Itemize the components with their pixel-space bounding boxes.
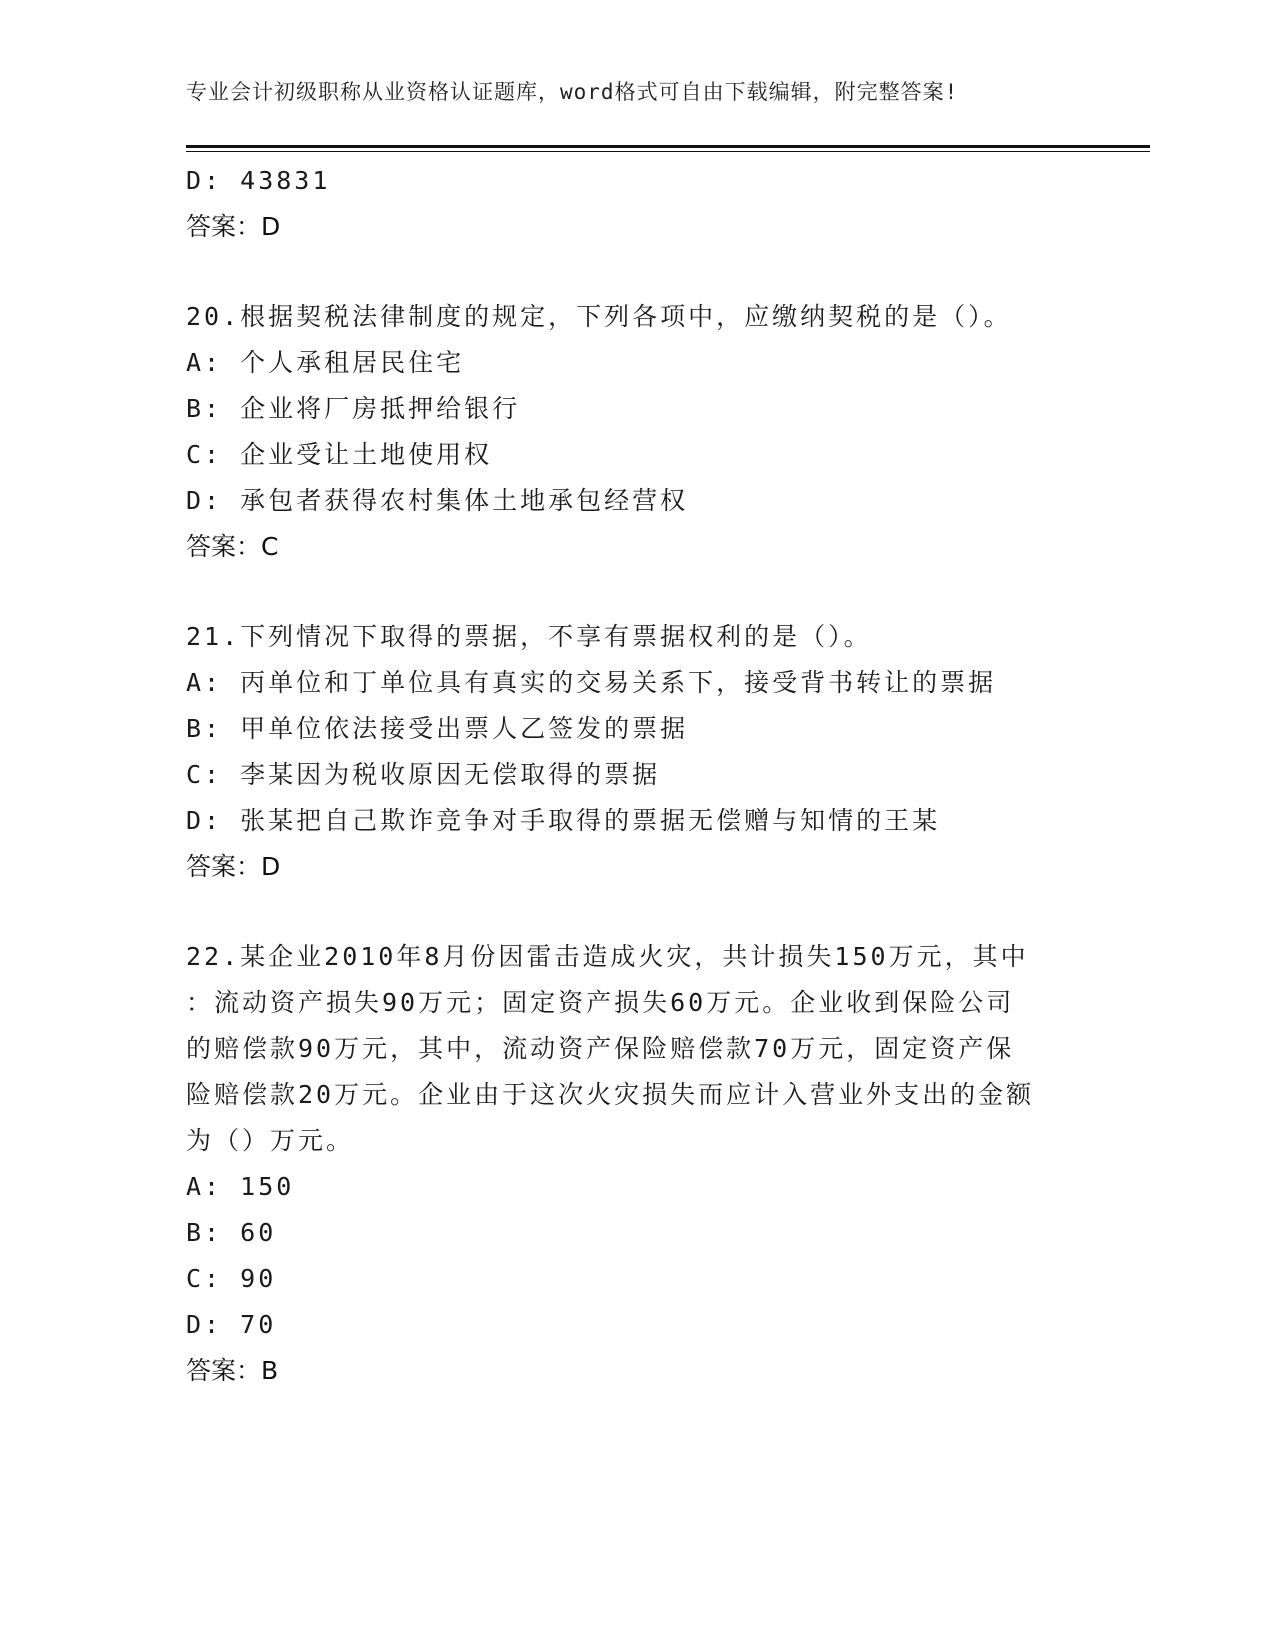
option-d: D: 70: [186, 1310, 277, 1339]
question-gap: [186, 250, 1086, 294]
header-divider-thick: [186, 145, 1150, 148]
option-d: D: 张某把自己欺诈竞争对手取得的票据无偿赠与知情的王某: [186, 806, 941, 835]
header-divider-thin: [186, 151, 1150, 152]
question-stem-line: 的赔偿款90万元，其中，流动资产保险赔偿款70万元，固定资产保: [186, 1034, 1015, 1063]
option-d: D: 承包者获得农村集体土地承包经营权: [186, 486, 689, 515]
question-stem-line: ：流动资产损失90万元；固定资产损失60万元。企业收到保险公司: [186, 988, 1015, 1017]
option-c: C: 90: [186, 1264, 277, 1293]
answer-label: 答案：C: [186, 532, 279, 561]
answer-label: 答案：B: [186, 1356, 279, 1385]
option-b: B: 甲单位依法接受出票人乙签发的票据: [186, 714, 689, 743]
question-20: [186, 294, 1086, 570]
question-gap: [186, 890, 1086, 934]
question-stem-line: 22.某企业2010年8月份因雷击造成火灾，共计损失150万元，其中: [186, 942, 1029, 971]
option-a: A: 丙单位和丁单位具有真实的交易关系下，接受背书转让的票据: [186, 668, 997, 697]
option-b: B: 60: [186, 1218, 277, 1247]
question-stem-line: 为（）万元。: [186, 1126, 355, 1155]
question-stem: 20.根据契税法律制度的规定，下列各项中，应缴纳契税的是（）。: [186, 302, 1012, 331]
option-c: C: 企业受让土地使用权: [186, 440, 493, 469]
option-d: D: 43831: [186, 166, 331, 195]
question-content: [186, 158, 1086, 1394]
option-a: A: 150: [186, 1172, 295, 1201]
question-stem: 21.下列情况下取得的票据，不享有票据权利的是（）。: [186, 622, 872, 651]
option-b: B: 企业将厂房抵押给银行: [186, 394, 521, 423]
answer-label: 答案：D: [186, 852, 281, 881]
page-header: 专业会计初级职称从业资格认证题库，word格式可自由下载编辑，附完整答案!: [186, 80, 959, 104]
option-a: A: 个人承租居民住宅: [186, 348, 465, 377]
answer-label: 答案：D: [186, 212, 281, 241]
question-21: [186, 614, 1086, 890]
question-22: [186, 934, 1086, 1394]
question-gap: [186, 570, 1086, 614]
question-stem-line: 险赔偿款20万元。企业由于这次火灾损失而应计入营业外支出的金额: [186, 1080, 1035, 1109]
option-c: C: 李某因为税收原因无偿取得的票据: [186, 760, 661, 789]
